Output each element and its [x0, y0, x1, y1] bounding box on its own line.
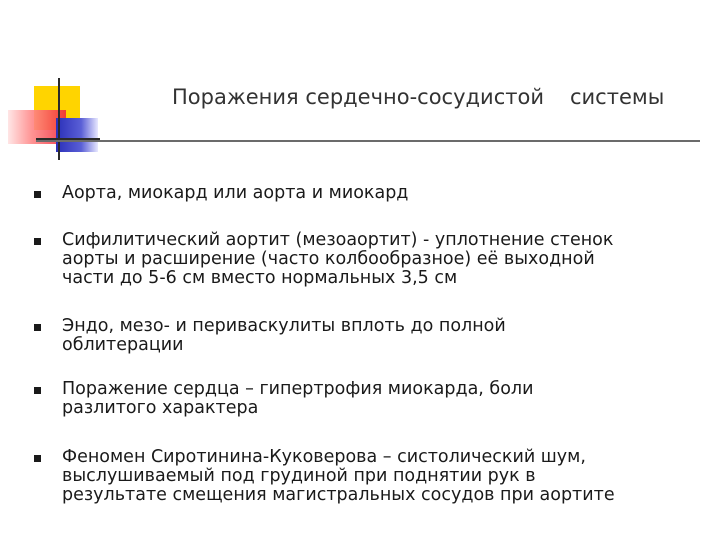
- list-item-text: Поражение сердца – гипертрофия миокарда, боли разлитого характера: [62, 379, 534, 418]
- bullet-square-icon: [34, 324, 41, 331]
- bullet-square-icon: [34, 191, 41, 198]
- slide-title-part2: системы: [569, 85, 665, 109]
- decor-blue-square: [56, 118, 98, 152]
- list-item-text: Аорта, миокард или аорта и миокард: [62, 183, 409, 203]
- bullet-square-icon: [34, 238, 41, 245]
- slide-title-part1: Поражения сердечно-сосудистой: [172, 85, 544, 109]
- list-item-text: Феномен Сиротинина-Куковерова – систолический шум, выслушиваемый под грудиной при поднятии рук в результате смещения магистральных сосудов при аортите: [62, 447, 615, 505]
- decor-vertical-line: [58, 78, 60, 160]
- bullet-square-icon: [34, 455, 41, 462]
- list-item-text: Сифилитический аортит (мезоаортит) - уплотнение стенок аорты и расширение (часто колбообразное) её выходной части до 5-6 см вместо нормальных 3,5 см: [62, 230, 614, 288]
- title-underline: [36, 140, 700, 142]
- bullet-square-icon: [34, 387, 41, 394]
- list-item-text: Эндо, мезо- и периваскулиты вплоть до полной облитерации: [62, 316, 506, 355]
- slide-title: [172, 84, 664, 110]
